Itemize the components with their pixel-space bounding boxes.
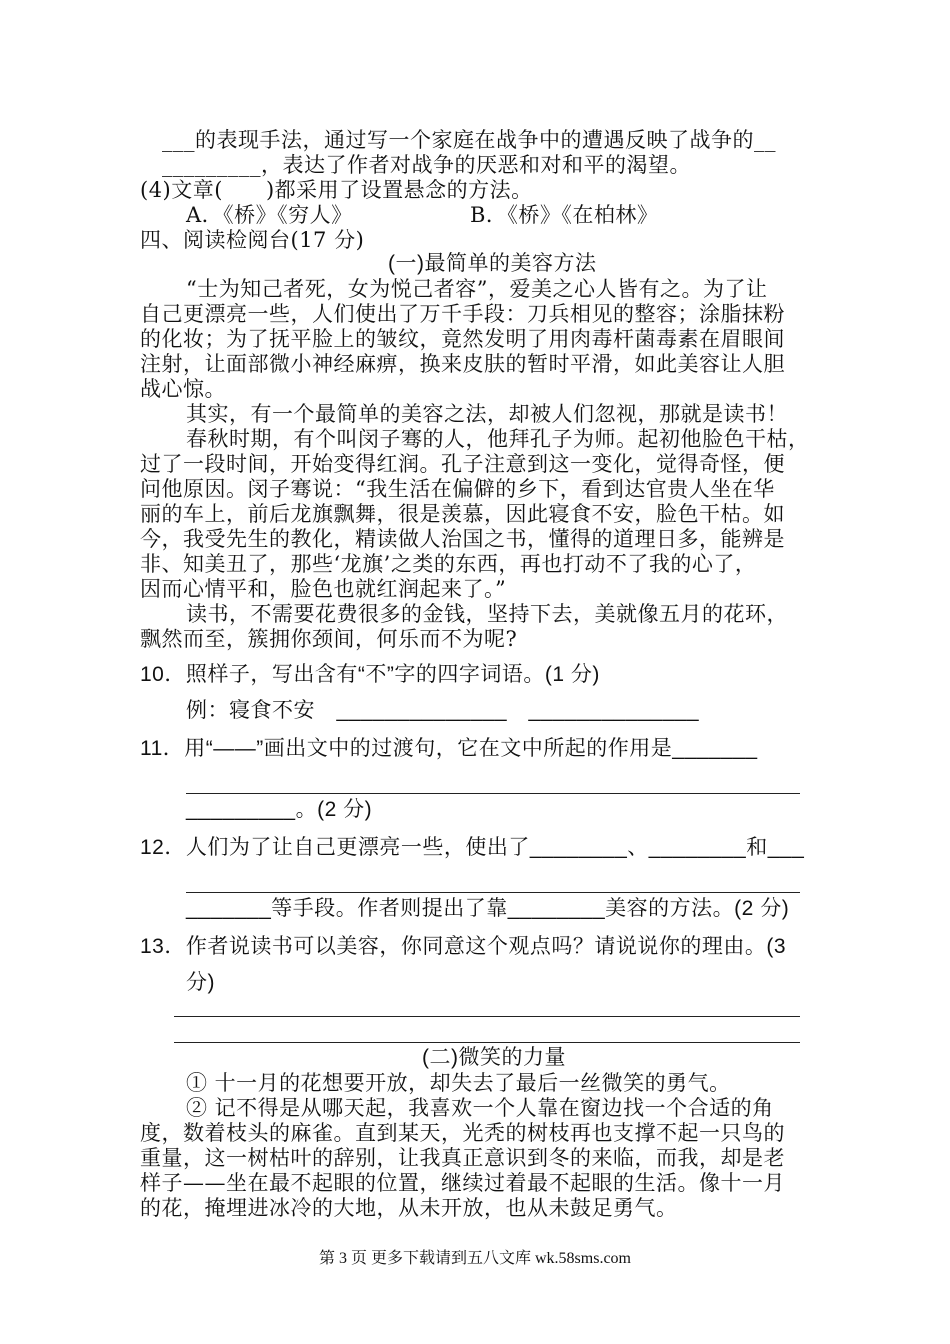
- question-12-end: _______等手段。作者则提出了靠________美容的方法。(2 分): [186, 897, 790, 920]
- passage-1-line: 春秋时期，有个叫闵子骞的人，他拜孔子为师。起初他脸色干枯，: [186, 427, 810, 451]
- question-13: 13．作者说读书可以美容，你同意这个观点吗？请说说你的理由。(3: [140, 935, 787, 958]
- passage-2-line: 样子——坐在最不起眼的位置，继续过着最不起眼的生活。像十一月: [140, 1171, 785, 1195]
- passage-1-line: 其实，有一个最简单的美容之法，却被人们忽视，那就是读书！: [186, 402, 788, 426]
- passage-1-title: (一)最简单的美容方法: [388, 252, 597, 275]
- passage-2-line: 重量，这一树枯叶的辞别，让我真正意识到冬的来临，而我，却是老: [140, 1146, 785, 1170]
- passage-2-line: 的花，掩埋进冰冷的大地，从未开放，也从未鼓足勇气。: [140, 1196, 678, 1220]
- question-10-example: 例：寝食不安 ______________ ______________: [186, 699, 700, 722]
- option-a: A．《桥》《穷人》: [186, 203, 353, 227]
- section-heading: 四、阅读检阅台(17 分): [140, 228, 365, 252]
- passage-1-line: 读书，不需要花费很多的金钱，坚持下去，美就像五月的花环，: [186, 602, 788, 626]
- passage-1-line: 注射，让面部微小神经麻痹，换来皮肤的暂时平滑，如此美容让人胆: [140, 352, 785, 376]
- fill-line-2: _________，表达了作者对战争的厌恶和对和平的渴望。: [162, 153, 691, 177]
- passage-1-line: 战心惊。: [140, 377, 226, 401]
- answer-line: [186, 892, 800, 893]
- passage-2-line: ② 记不得是从哪天起，我喜欢一个人靠在窗边找一个合适的角: [186, 1096, 774, 1120]
- passage-1-line: 自己更漂亮一些，人们使出了万千手段：刀兵相见的整容；涂脂抹粉: [140, 302, 785, 326]
- option-b: B．《桥》《在柏林》: [470, 203, 659, 227]
- passage-1-line: 过了一段时间，开始变得红润。孔子注意到这一变化，觉得奇怪，便: [140, 452, 785, 476]
- question-4: (4)文章( )都采用了设置悬念的方法。: [140, 178, 533, 202]
- passage-1-line: 因而心情平和，脸色也就红润起来了。”: [140, 577, 507, 601]
- passage-1-line: 的化妆；为了抚平脸上的皱纹，竟然发明了用肉毒杆菌毒素在眉眼间: [140, 327, 785, 351]
- answer-line: [186, 793, 800, 794]
- passage-2-line: 度，数着枝头的麻雀。直到某天，光秃的树枝再也支撑不起一只鸟的: [140, 1121, 785, 1145]
- question-13-end: 分): [186, 971, 215, 994]
- passage-1-line: 非、知美丑了，那些‘龙旗’之类的东西，再也打动不了我的心了，: [140, 552, 757, 576]
- passage-1-line: 丽的车上，前后龙旗飘舞，很是羡慕，因此寝食不安，脸色干枯。如: [140, 502, 785, 526]
- passage-1-line: 问他原因。闵子骞说：“我生活在偏僻的乡下，看到达官贵人坐在华: [140, 477, 775, 501]
- question-11-end: _________。(2 分): [186, 798, 373, 821]
- question-10: 10．照样子，写出含有“不”字的四字词语。(1 分): [140, 663, 600, 686]
- passage-1-line: 今，我受先生的教化，精读做人治国之书，懂得的道理日多，能辨是: [140, 527, 785, 551]
- passage-1-line: 飘然而至，簇拥你颈间，何乐而不为呢?: [140, 627, 518, 651]
- passage-1-line: “士为知己者死，女为悦己者容”，爱美之心人皆有之。为了让: [186, 277, 768, 301]
- answer-line: [174, 1042, 800, 1043]
- passage-2-line: ① 十一月的花想要开放，却失去了最后一丝微笑的勇气。: [186, 1071, 731, 1095]
- passage-2-title: (二)微笑的力量: [422, 1046, 566, 1069]
- page-footer: 第 3 页 更多下载请到五八文库 wk.58sms.com: [318, 1250, 631, 1267]
- question-11: 11．用“——”画出文中的过渡句，它在文中所起的作用是_______: [140, 737, 758, 760]
- question-12: 12．人们为了让自己更漂亮一些，使出了________、________和___: [140, 836, 805, 859]
- answer-line: [174, 1016, 800, 1017]
- fill-line-1: ___的表现手法，通过写一个家庭在战争中的遭遇反映了战争的__: [162, 128, 776, 152]
